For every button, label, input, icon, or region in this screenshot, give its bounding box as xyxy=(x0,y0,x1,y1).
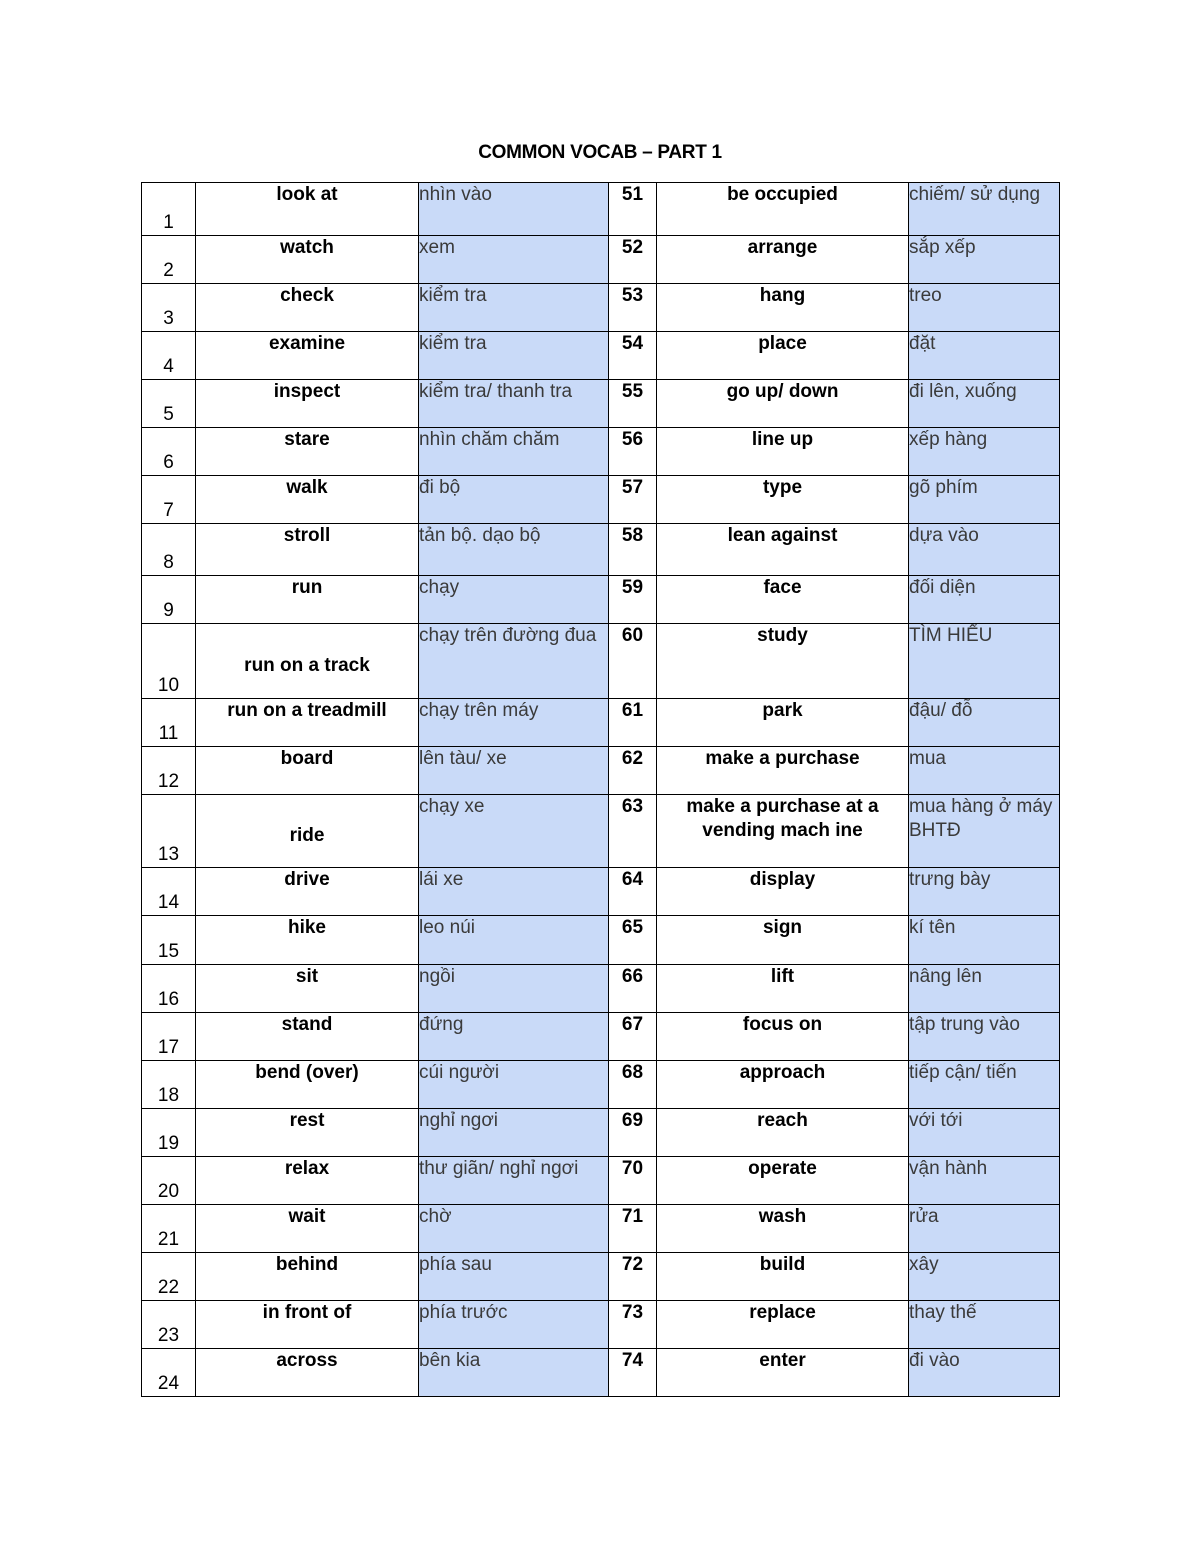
vocab-term: wash xyxy=(657,1205,909,1253)
row-number: 55 xyxy=(609,380,657,428)
vocab-meaning: đối diện xyxy=(909,576,1060,624)
vocab-meaning: tiếp cận/ tiến xyxy=(909,1061,1060,1109)
vocab-term: face xyxy=(657,576,909,624)
row-number: 68 xyxy=(609,1061,657,1109)
row-number: 2 xyxy=(142,236,196,284)
vocab-meaning: chạy trên đường đua xyxy=(419,624,609,699)
table-row xyxy=(142,576,1060,624)
row-number: 57 xyxy=(609,476,657,524)
vocab-term: go up/ down xyxy=(657,380,909,428)
row-number: 23 xyxy=(142,1301,196,1349)
vocab-term: park xyxy=(657,699,909,747)
vocab-term: examine xyxy=(196,332,419,380)
vocab-term: inspect xyxy=(196,380,419,428)
vocab-term: make a purchase at a vending mach ine xyxy=(657,795,909,868)
row-number: 7 xyxy=(142,476,196,524)
vocab-term: place xyxy=(657,332,909,380)
vocab-meaning: vận hành xyxy=(909,1157,1060,1205)
table-row xyxy=(142,1157,1060,1205)
row-number: 59 xyxy=(609,576,657,624)
table-row xyxy=(142,699,1060,747)
vocab-meaning: đi vào xyxy=(909,1349,1060,1397)
vocab-term: enter xyxy=(657,1349,909,1397)
table-row xyxy=(142,1013,1060,1061)
vocab-meaning: đi lên, xuống xyxy=(909,380,1060,428)
vocab-meaning: chiếm/ sử dụng xyxy=(909,183,1060,236)
vocab-meaning: kiểm tra/ thanh tra xyxy=(419,380,609,428)
table-row xyxy=(142,524,1060,576)
vocab-meaning: trưng bày xyxy=(909,868,1060,916)
page-title: COMMON VOCAB – PART 1 xyxy=(478,142,722,163)
vocab-meaning: TÌM HIỂU xyxy=(909,624,1060,699)
vocab-meaning: chờ xyxy=(419,1205,609,1253)
vocab-meaning: với tới xyxy=(909,1109,1060,1157)
vocab-term: run on a track xyxy=(196,624,419,699)
vocab-term: look at xyxy=(196,183,419,236)
row-number: 71 xyxy=(609,1205,657,1253)
row-number: 51 xyxy=(609,183,657,236)
row-number: 21 xyxy=(142,1205,196,1253)
vocab-term: bend (over) xyxy=(196,1061,419,1109)
vocab-term: hike xyxy=(196,916,419,965)
vocab-term: sit xyxy=(196,965,419,1013)
row-number: 8 xyxy=(142,524,196,576)
vocab-term: stroll xyxy=(196,524,419,576)
row-number: 15 xyxy=(142,916,196,965)
vocab-meaning: nghỉ ngơi xyxy=(419,1109,609,1157)
row-number: 9 xyxy=(142,576,196,624)
vocab-meaning: xếp hàng xyxy=(909,428,1060,476)
vocab-meaning: cúi người xyxy=(419,1061,609,1109)
row-number: 62 xyxy=(609,747,657,795)
vocab-term: lean against xyxy=(657,524,909,576)
vocab-term: type xyxy=(657,476,909,524)
table-row xyxy=(142,795,1060,868)
vocab-meaning: ngồi xyxy=(419,965,609,1013)
vocab-term: across xyxy=(196,1349,419,1397)
vocab-table xyxy=(141,182,1060,1397)
row-number: 53 xyxy=(609,284,657,332)
vocab-meaning: bên kia xyxy=(419,1349,609,1397)
vocab-meaning: chạy trên máy xyxy=(419,699,609,747)
vocab-term: wait xyxy=(196,1205,419,1253)
vocab-meaning: gõ phím xyxy=(909,476,1060,524)
row-number: 52 xyxy=(609,236,657,284)
vocab-term: approach xyxy=(657,1061,909,1109)
table-row xyxy=(142,380,1060,428)
row-number: 17 xyxy=(142,1013,196,1061)
vocab-meaning: thay thế xyxy=(909,1301,1060,1349)
row-number: 54 xyxy=(609,332,657,380)
vocab-term: board xyxy=(196,747,419,795)
row-number: 63 xyxy=(609,795,657,868)
table-row xyxy=(142,624,1060,699)
row-number: 67 xyxy=(609,1013,657,1061)
row-number: 61 xyxy=(609,699,657,747)
vocab-term: be occupied xyxy=(657,183,909,236)
vocab-meaning: kiểm tra xyxy=(419,332,609,380)
vocab-meaning: xây xyxy=(909,1253,1060,1301)
table-row xyxy=(142,747,1060,795)
vocab-term: in front of xyxy=(196,1301,419,1349)
row-number: 56 xyxy=(609,428,657,476)
vocab-term: operate xyxy=(657,1157,909,1205)
vocab-term: lift xyxy=(657,965,909,1013)
row-number: 22 xyxy=(142,1253,196,1301)
vocab-term: relax xyxy=(196,1157,419,1205)
row-number: 16 xyxy=(142,965,196,1013)
row-number: 58 xyxy=(609,524,657,576)
table-row xyxy=(142,1253,1060,1301)
vocab-meaning: đặt xyxy=(909,332,1060,380)
vocab-meaning: đậu/ đỗ xyxy=(909,699,1060,747)
vocab-term: run on a treadmill xyxy=(196,699,419,747)
row-number: 10 xyxy=(142,624,196,699)
table-row xyxy=(142,1301,1060,1349)
vocab-term: display xyxy=(657,868,909,916)
row-number: 13 xyxy=(142,795,196,868)
row-number: 5 xyxy=(142,380,196,428)
vocab-meaning: thư giãn/ nghỉ ngơi xyxy=(419,1157,609,1205)
vocab-meaning: mua hàng ở máy BHTĐ xyxy=(909,795,1060,868)
vocab-term: stand xyxy=(196,1013,419,1061)
vocab-meaning: rửa xyxy=(909,1205,1060,1253)
row-number: 11 xyxy=(142,699,196,747)
row-number: 69 xyxy=(609,1109,657,1157)
vocab-meaning: tập trung vào xyxy=(909,1013,1060,1061)
row-number: 64 xyxy=(609,868,657,916)
vocab-term: reach xyxy=(657,1109,909,1157)
vocab-term: rest xyxy=(196,1109,419,1157)
vocab-meaning: nhìn chăm chăm xyxy=(419,428,609,476)
row-number: 60 xyxy=(609,624,657,699)
table-row xyxy=(142,332,1060,380)
vocab-meaning: lái xe xyxy=(419,868,609,916)
row-number: 18 xyxy=(142,1061,196,1109)
row-number: 6 xyxy=(142,428,196,476)
vocab-term: line up xyxy=(657,428,909,476)
vocab-meaning: kí tên xyxy=(909,916,1060,965)
vocab-meaning: chạy xe xyxy=(419,795,609,868)
row-number: 1 xyxy=(142,183,196,236)
vocab-term: study xyxy=(657,624,909,699)
table-row xyxy=(142,236,1060,284)
vocab-meaning: nhìn vào xyxy=(419,183,609,236)
vocab-term: walk xyxy=(196,476,419,524)
vocab-term: replace xyxy=(657,1301,909,1349)
vocab-meaning: tản bộ. dạo bộ xyxy=(419,524,609,576)
vocab-term: run xyxy=(196,576,419,624)
vocab-term: behind xyxy=(196,1253,419,1301)
row-number: 24 xyxy=(142,1349,196,1397)
vocab-meaning: leo núi xyxy=(419,916,609,965)
row-number: 72 xyxy=(609,1253,657,1301)
vocab-term: arrange xyxy=(657,236,909,284)
vocab-meaning: dựa vào xyxy=(909,524,1060,576)
table-row xyxy=(142,284,1060,332)
vocab-meaning: chạy xyxy=(419,576,609,624)
row-number: 19 xyxy=(142,1109,196,1157)
table-row xyxy=(142,1109,1060,1157)
vocab-meaning: kiểm tra xyxy=(419,284,609,332)
vocab-term: ride xyxy=(196,795,419,868)
table-row xyxy=(142,965,1060,1013)
vocab-meaning: sắp xếp xyxy=(909,236,1060,284)
row-number: 20 xyxy=(142,1157,196,1205)
row-number: 14 xyxy=(142,868,196,916)
row-number: 74 xyxy=(609,1349,657,1397)
row-number: 65 xyxy=(609,916,657,965)
table-row xyxy=(142,1205,1060,1253)
vocab-term: drive xyxy=(196,868,419,916)
vocab-term: sign xyxy=(657,916,909,965)
vocab-term: check xyxy=(196,284,419,332)
table-row xyxy=(142,916,1060,965)
row-number: 12 xyxy=(142,747,196,795)
table-row xyxy=(142,1061,1060,1109)
vocab-meaning: phía sau xyxy=(419,1253,609,1301)
vocab-term: make a purchase xyxy=(657,747,909,795)
row-number: 70 xyxy=(609,1157,657,1205)
vocab-term: stare xyxy=(196,428,419,476)
row-number: 3 xyxy=(142,284,196,332)
table-row xyxy=(142,868,1060,916)
vocab-meaning: đứng xyxy=(419,1013,609,1061)
table-row xyxy=(142,1349,1060,1397)
row-number: 66 xyxy=(609,965,657,1013)
row-number: 4 xyxy=(142,332,196,380)
table-row xyxy=(142,183,1060,236)
vocab-meaning: xem xyxy=(419,236,609,284)
table-row xyxy=(142,476,1060,524)
vocab-meaning: mua xyxy=(909,747,1060,795)
row-number: 73 xyxy=(609,1301,657,1349)
vocab-term: build xyxy=(657,1253,909,1301)
vocab-term: focus on xyxy=(657,1013,909,1061)
vocab-meaning: phía trước xyxy=(419,1301,609,1349)
vocab-meaning: lên tàu/ xe xyxy=(419,747,609,795)
vocab-meaning: đi bộ xyxy=(419,476,609,524)
table-row xyxy=(142,428,1060,476)
vocab-meaning: treo xyxy=(909,284,1060,332)
vocab-term: watch xyxy=(196,236,419,284)
vocab-term: hang xyxy=(657,284,909,332)
vocab-meaning: nâng lên xyxy=(909,965,1060,1013)
